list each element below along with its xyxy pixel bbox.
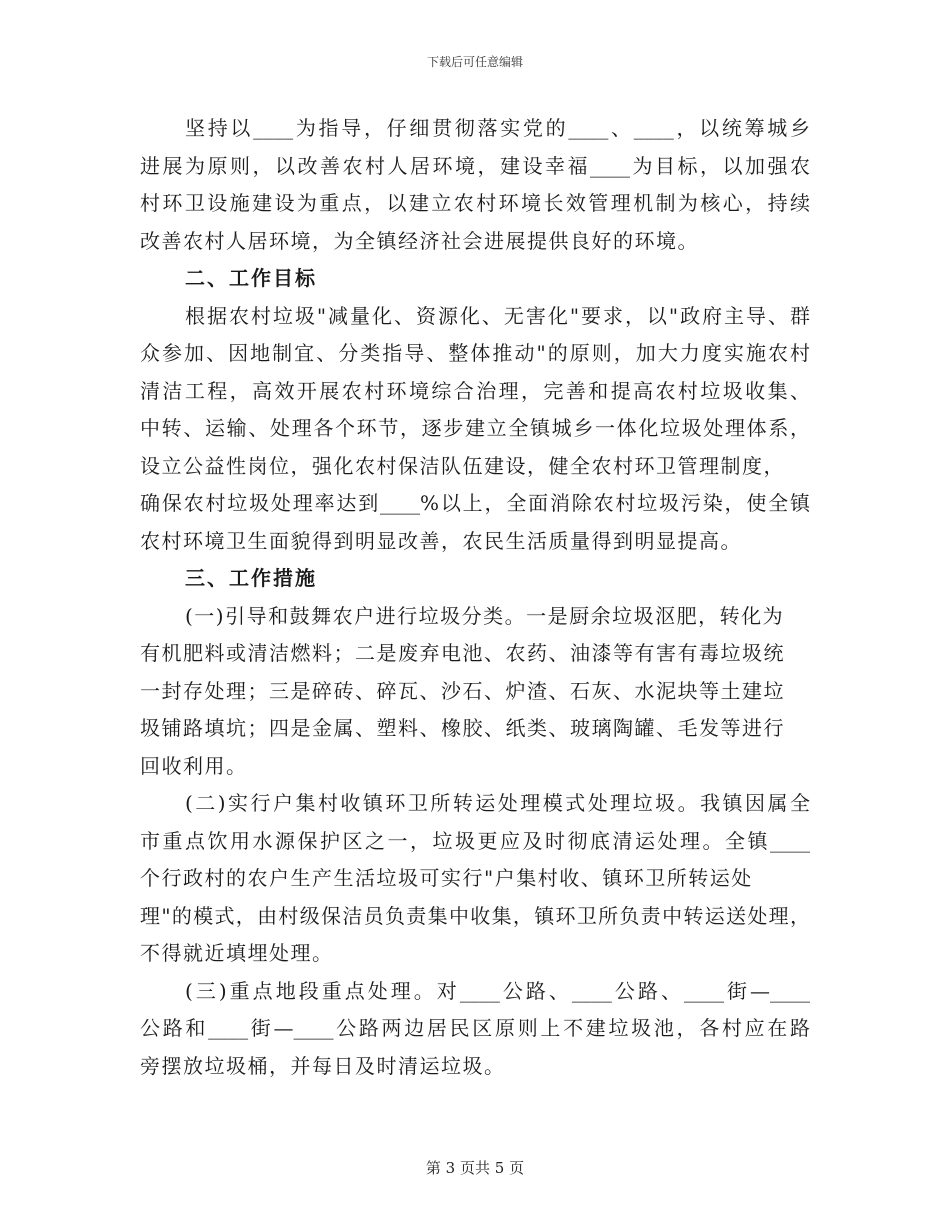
paragraph-line: (三)重点地段重点处理。对____公路、____公路、____街—____ <box>185 978 810 1003</box>
paragraph-line: 公路和____街—____公路两边居民区原则上不建垃圾池，各村应在路 <box>140 1016 810 1040</box>
page-header: 下载后可任意编辑 <box>426 55 523 69</box>
paragraph-line: 一封存处理；三是碎砖、碎瓦、沙石、炉渣、石灰、水泥块等土建垃 <box>140 678 785 703</box>
paragraph-line: 根据农村垃圾"减量化、资源化、无害化"要求，以"政府主导、群 <box>185 303 810 328</box>
section-heading: 二、工作目标 <box>185 266 317 290</box>
paragraph-line: 旁摆放垃圾桶，并每日及时清运垃圾。 <box>140 1053 506 1078</box>
paragraph-line: 农村环境卫生面貌得到明显改善，农民生活质量得到明显提高。 <box>140 528 742 553</box>
paragraph-line: 有机肥料或清洁燃料；二是废弃电池、农药、油漆等有害有毒垃圾统 <box>140 641 785 665</box>
paragraph-line: 坚持以____为指导，仔细贯彻落实党的____、____，以统筹城乡 <box>185 116 810 140</box>
paragraph-line: 回收利用。 <box>140 753 248 778</box>
paragraph-line: 理"的模式，由村级保洁员负责集中收集，镇环卫所负责中转运送处理， <box>140 903 810 928</box>
paragraph-line: 众参加、因地制宜、分类指导、整体推动"的原则，加大力度实施农村 <box>140 341 810 365</box>
paragraph-line: 圾铺路填坑；四是金属、塑料、橡胶、纸类、玻璃陶罐、毛发等进行 <box>140 716 785 740</box>
paragraph-line: (一)引导和鼓舞农户进行垃圾分类。一是厨余垃圾沤肥，转化为 <box>185 603 785 628</box>
paragraph-line: 市重点饮用水源保护区之一，垃圾更应及时彻底清运处理。全镇____ <box>140 828 810 853</box>
section-heading: 三、工作措施 <box>185 566 317 590</box>
document-body <box>140 110 810 1085</box>
paragraph-line: 进展为原则，以改善农村人居环境，建设幸福____为目标，以加强农 <box>140 153 810 178</box>
paragraph-line: 设立公益性岗位，强化农村保洁队伍建设，健全农村环卫管理制度， <box>140 453 785 478</box>
paragraph-line: 确保农村垃圾处理率达到____%以上，全面消除农村垃圾污染，使全镇 <box>140 491 810 515</box>
page-footer: 第 3 页共 5 页 <box>425 1159 525 1177</box>
paragraph-line: 村环卫设施建设为重点，以建立农村环境长效管理机制为核心，持续 <box>140 191 810 215</box>
paragraph-line: 清洁工程，高效开展农村环境综合治理，完善和提高农村垃圾收集、 <box>140 378 810 403</box>
paragraph-line: 中转、运输、处理各个环节，逐步建立全镇城乡一体化垃圾处理体系， <box>140 416 810 440</box>
paragraph-line: 改善农村人居环境，为全镇经济社会进展提供良好的环境。 <box>140 228 699 253</box>
paragraph-line: (二)实行户集村收镇环卫所转运处理模式处理垃圾。我镇因属全 <box>185 791 810 815</box>
paragraph-line: 不得就近填埋处理。 <box>140 941 334 965</box>
paragraph-line: 个行政村的农户生产生活垃圾可实行"户集村收、镇环卫所转运处 <box>140 866 753 890</box>
